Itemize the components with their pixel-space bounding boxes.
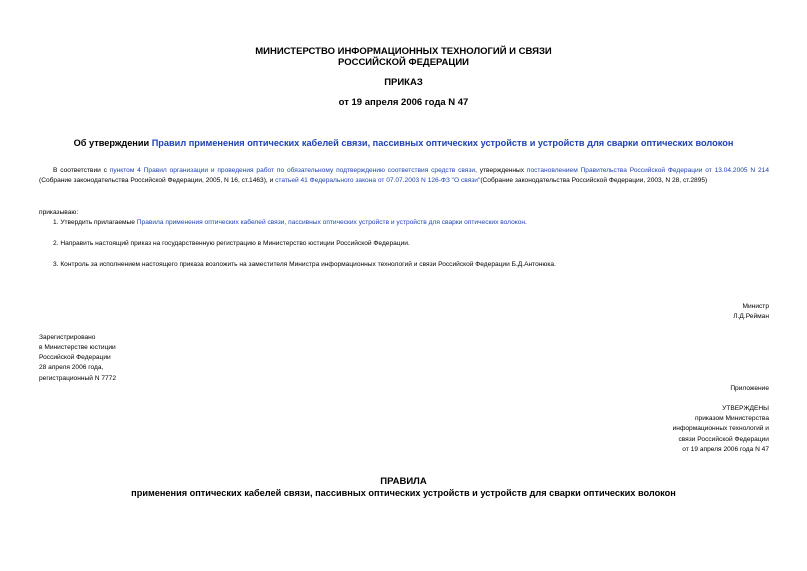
registration-line-2: в Министерстве юстиции: [39, 344, 116, 351]
item-1-suffix: .: [525, 219, 527, 226]
subject-link[interactable]: Правил применения оптических кабелей связи, пассивных оптических устройств и устройств для сварки оптических волокон: [151, 138, 734, 148]
order-item-1: [53, 218, 527, 228]
preamble-paragraph: [39, 166, 769, 186]
appendix-line-4: связи Российской Федерации: [678, 436, 769, 443]
order-item-3: 3. Контроль за исполнением настоящего приказа возложить на заместителя Министра информационных технологий и связи Российской Федерации Б.Д.Антонюка.: [53, 261, 556, 268]
document-subject: [0, 137, 807, 149]
preamble-link-law[interactable]: статьей 41 Федерального закона от 07.07.2003 N 126-ФЗ "О связи": [275, 177, 481, 184]
signature-title: Министр: [742, 303, 769, 310]
appendix-line-5: от 19 апреля 2006 года N 47: [682, 446, 769, 453]
registration-line-3: Российской Федерации: [39, 354, 111, 361]
appendix-line-1: УТВЕРЖДЕНЫ: [722, 405, 769, 412]
rules-title: ПРАВИЛА: [380, 476, 427, 487]
subject-prefix: Об утверждении: [73, 138, 152, 148]
rules-subtitle: применения оптических кабелей связи, пассивных оптических устройств и устройств для сварки оптических волокон: [131, 488, 676, 498]
signature-name: Л.Д.Рейман: [733, 313, 769, 320]
order-word: приказываю:: [39, 209, 79, 216]
ministry-name-line2: РОССИЙСКОЙ ФЕДЕРАЦИИ: [337, 57, 469, 68]
document-date: от 19 апреля 2006 года N 47: [338, 97, 469, 108]
registration-line-4: 28 апреля 2006 года,: [39, 364, 104, 371]
document-type: ПРИКАЗ: [384, 77, 423, 88]
preamble-text-4: (Собрание законодательства Российской Федерации, 2003, N 28, ст.2895): [480, 177, 708, 184]
preamble-text-1: В соответствии с: [53, 167, 110, 174]
preamble-text-3: (Собрание законодательства Российской Федерации, 2005, N 16, ст.1463), и: [39, 177, 276, 184]
appendix-label: Приложение: [730, 385, 769, 392]
preamble-text-2: , утвержденных: [475, 167, 527, 174]
registration-line-1: Зарегистрировано: [39, 334, 96, 341]
ministry-name-line1: МИНИСТЕРСТВО ИНФОРМАЦИОННЫХ ТЕХНОЛОГИЙ И СВЯЗИ: [255, 46, 552, 57]
appendix-line-3: информационных технологий и: [672, 425, 769, 432]
preamble-link-rules[interactable]: пунктом 4 Правил организации и проведения работ по обязательному подтверждению соответствия средств связи: [109, 167, 476, 174]
order-item-2: 2. Направить настоящий приказ на государственную регистрацию в Министерство юстиции Российской Федерации.: [53, 240, 410, 247]
registration-line-5: регистрационный N 7772: [39, 375, 117, 382]
item-1-prefix: 1. Утвердить прилагаемые: [53, 219, 137, 226]
item-1-link[interactable]: Правила применения оптических кабелей связи, пассивных оптических устройств и устройств для сварки оптических волокон: [136, 219, 526, 226]
appendix-line-2: приказом Министерства: [694, 415, 769, 422]
preamble-link-resolution[interactable]: постановлением Правительства Российской Федерации от 13.04.2005 N 214: [526, 167, 769, 174]
